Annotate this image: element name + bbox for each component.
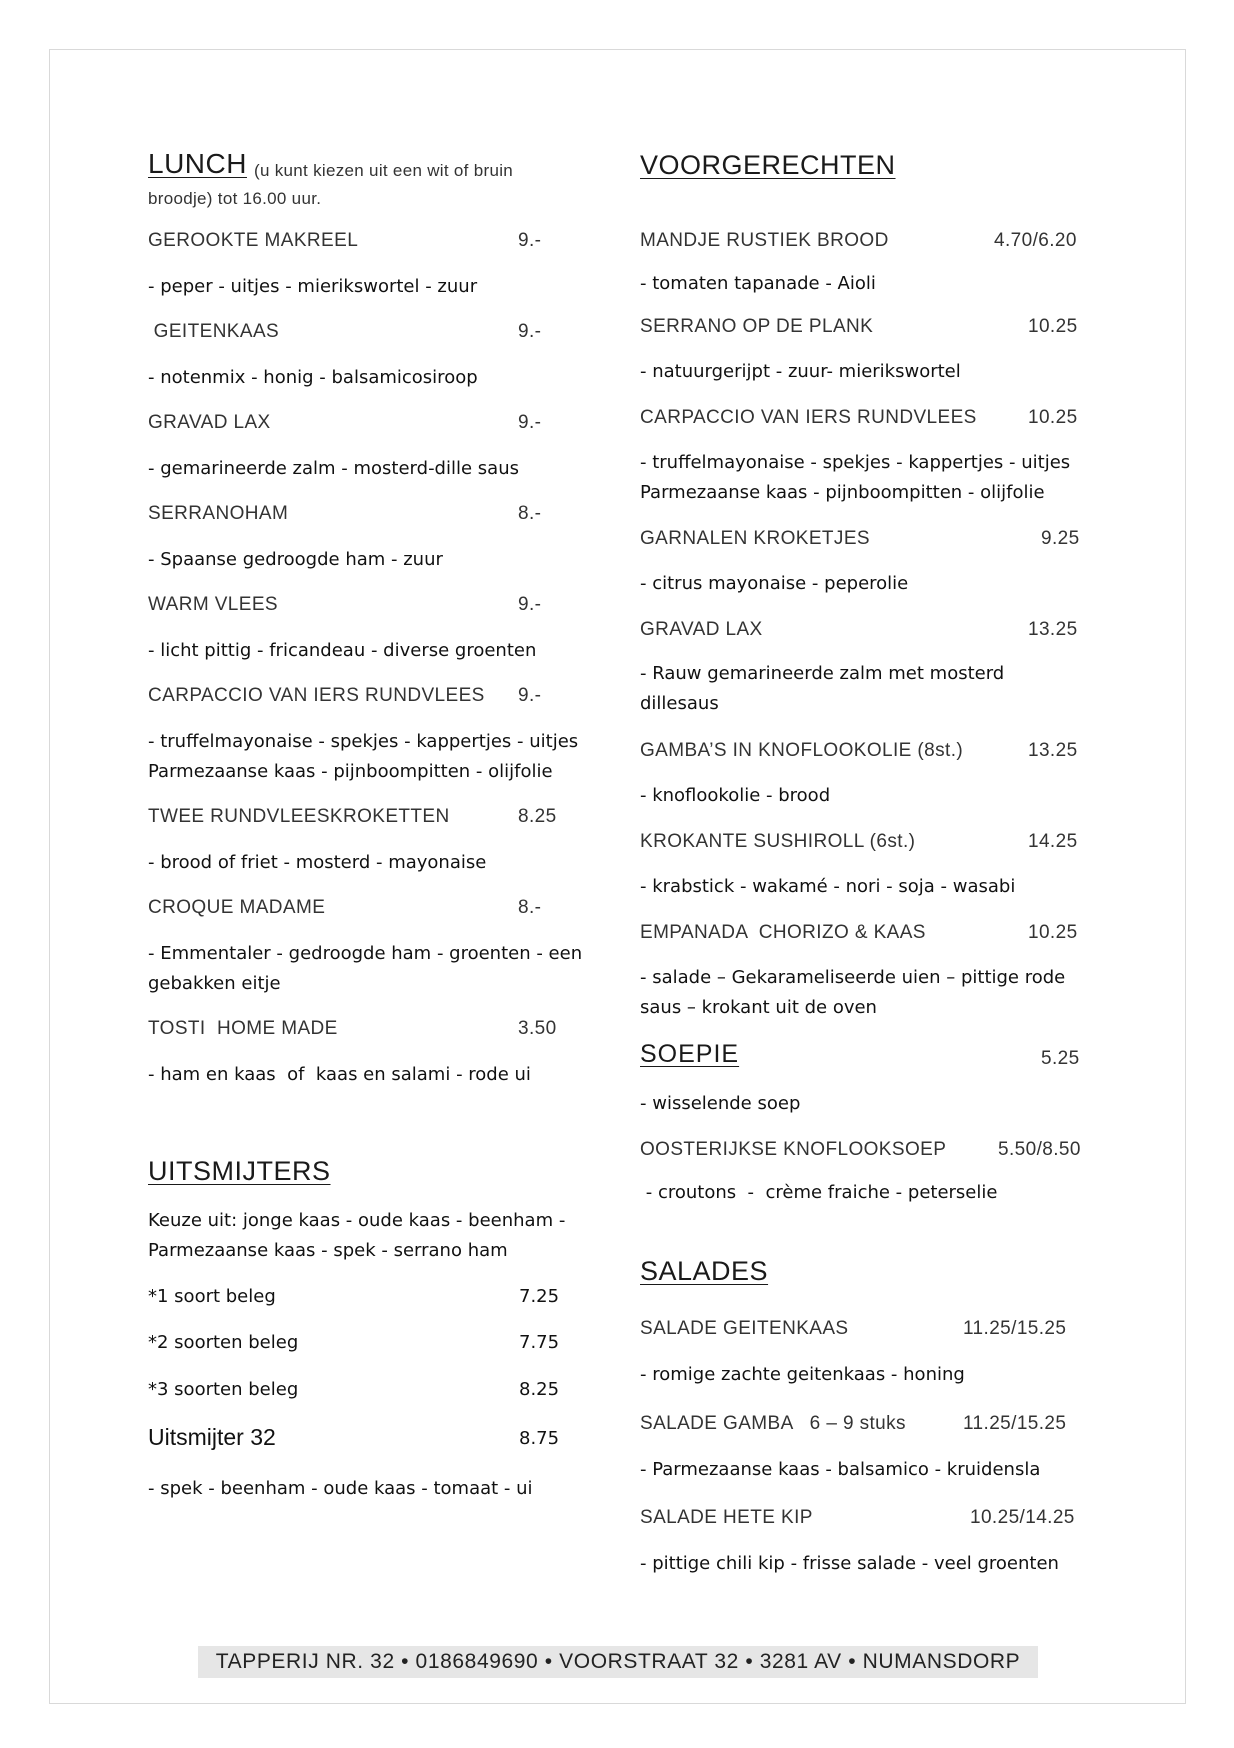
item-description-cont: dillesaus	[640, 693, 719, 714]
uitsmijters-title: UITSMIJTERS	[148, 1156, 331, 1186]
soepie-title: SOEPIE	[640, 1040, 740, 1068]
item-description: - truffelmayonaise - spekjes - kappertjes - uitjes	[148, 731, 579, 752]
lunch-title: LUNCH	[148, 148, 247, 179]
item-description: - brood of friet - mosterd - mayonaise	[148, 852, 487, 873]
lunch-note-2: broodje) tot 16.00 uur.	[148, 189, 322, 208]
item-description-cont: Parmezaanse kaas - pijnboompitten - olijfolie	[640, 482, 1045, 503]
item-description: - gemarineerde zalm - mosterd-dille saus	[148, 458, 519, 479]
uitsmijter-option: *2 soorten beleg 7.75	[148, 1332, 560, 1353]
item-description: - peper - uitjes - mierikswortel - zuur	[148, 276, 478, 297]
item-description: - Spaanse gedroogde ham - zuur	[148, 549, 443, 570]
uitsmijter-option: *1 soort beleg 7.25	[148, 1286, 560, 1307]
item-description: - Parmezaanse kaas - balsamico - kruidensla	[640, 1459, 1041, 1480]
uitsmijter-option: *3 soorten beleg 8.25	[148, 1379, 560, 1400]
item-description: - romige zachte geitenkaas - honing	[640, 1364, 965, 1385]
uitsmijters-intro-1: Keuze uit: jonge kaas - oude kaas - beenham -	[148, 1210, 566, 1231]
item-description: - knoflookolie - brood	[640, 785, 831, 806]
uitsmijter-32: Uitsmijter 32 8.75	[148, 1424, 560, 1450]
item-description: - krabstick - wakamé - nori - soja - wasabi	[640, 876, 1016, 897]
lunch-note-1: (u kunt kiezen uit een wit of bruin	[254, 161, 514, 180]
item-description: - Emmentaler - gedroogde ham - groenten - een	[148, 943, 583, 964]
item-description: - Rauw gemarineerde zalm met mosterd	[640, 663, 1005, 684]
item-description: - croutons - crème fraiche - peterselie	[640, 1182, 998, 1203]
item-description: - truffelmayonaise - spekjes - kappertjes - uitjes	[640, 452, 1071, 473]
voorgerechten-title: VOORGERECHTEN	[640, 150, 896, 180]
footer-address: TAPPERIJ NR. 32 • 0186849690 • VOORSTRAAT 32 • 3281 AV • NUMANSDORP	[198, 1646, 1038, 1678]
item-description: - licht pittig - fricandeau - diverse groenten	[148, 640, 537, 661]
item-description: - citrus mayonaise - peperolie	[640, 573, 909, 594]
salades-title: SALADES	[640, 1256, 769, 1286]
item-description-cont: Parmezaanse kaas - pijnboompitten - olijfolie	[148, 761, 553, 782]
item-description: - tomaten tapanade - Aioli	[640, 273, 876, 294]
item-description-cont: gebakken eitje	[148, 973, 281, 994]
uitsmijters-intro-2: Parmezaanse kaas - spek - serrano ham	[148, 1240, 508, 1261]
item-description: - spek - beenham - oude kaas - tomaat - ui	[148, 1478, 533, 1499]
item-description: - wisselende soep	[640, 1093, 801, 1114]
item-description-cont: saus – krokant uit de oven	[640, 997, 877, 1018]
item-description: - ham en kaas of kaas en salami - rode ui	[148, 1064, 531, 1085]
item-description: - salade – Gekarameliseerde uien – pittige rode	[640, 967, 1066, 988]
item-description: - pittige chili kip - frisse salade - veel groenten	[640, 1553, 1059, 1574]
item-description: - natuurgerijpt - zuur- mierikswortel	[640, 361, 961, 382]
item-description: - notenmix - honig - balsamicosiroop	[148, 367, 478, 388]
